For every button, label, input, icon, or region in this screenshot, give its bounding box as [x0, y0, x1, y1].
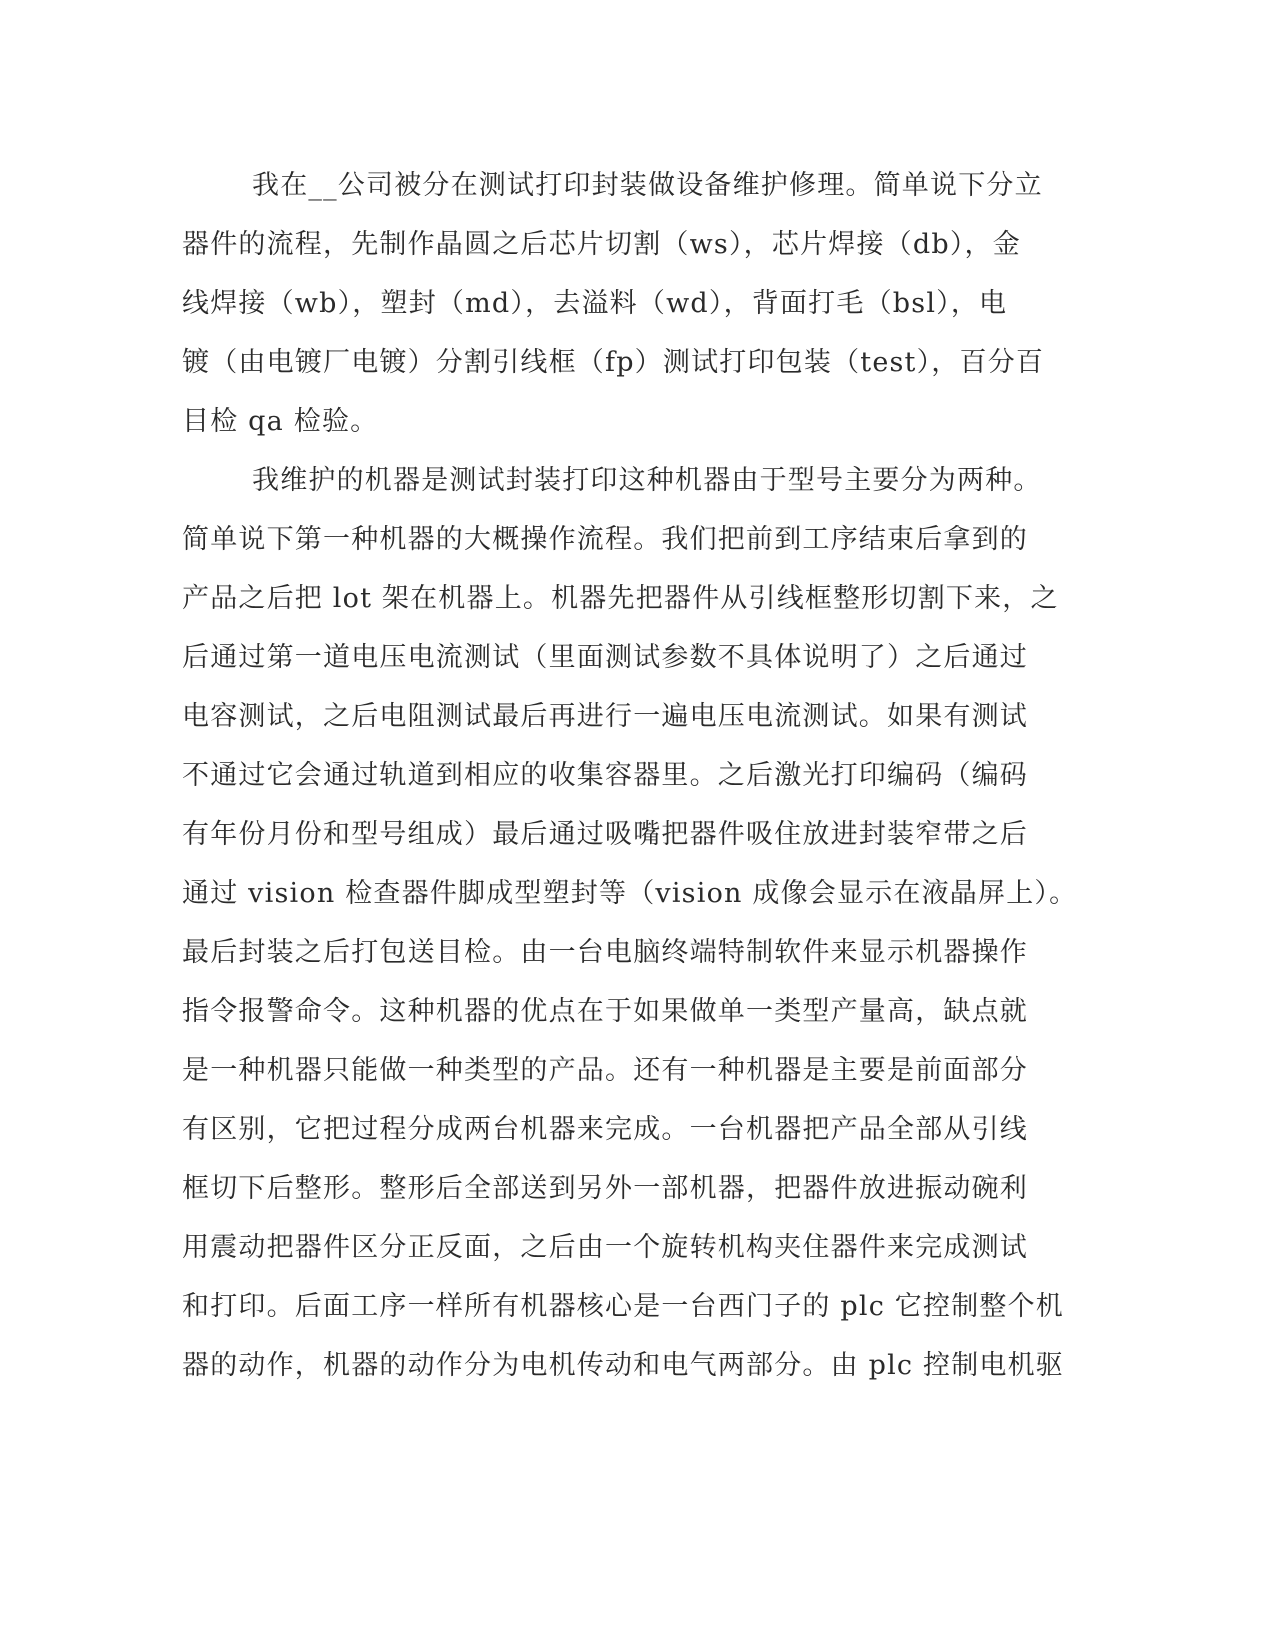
text-line: 我在__公司被分在测试打印封装做设备维护修理。简单说下分立: [252, 170, 1043, 201]
paragraph-1: [182, 156, 1045, 451]
text-line: 有年份月份和型号组成）最后通过吸嘴把器件吸住放进封装窄带之后: [182, 819, 1028, 850]
text-line: 是一种机器只能做一种类型的产品。还有一种机器是主要是前面部分: [182, 1055, 1028, 1086]
text-line: 有区别，它把过程分成两台机器来完成。一台机器把产品全部从引线: [182, 1114, 1028, 1145]
text-line: 通过 vision 检查器件脚成型塑封等（vision 成像会显示在液晶屏上）。: [182, 878, 1078, 909]
text-line: 镀（由电镀厂电镀）分割引线框（fp）测试打印包装（test），百分百: [182, 347, 1045, 378]
text-line: 和打印。后面工序一样所有机器核心是一台西门子的 plc 它控制整个机: [182, 1291, 1065, 1322]
text-line: 器的动作，机器的动作分为电机传动和电气两部分。由 plc 控制电机驱: [182, 1350, 1065, 1381]
text-line: 我维护的机器是测试封装打印这种机器由于型号主要分为两种。: [252, 465, 1042, 496]
text-line: 目检 qa 检验。: [182, 406, 379, 437]
text-line: 后通过第一道电压电流测试（里面测试参数不具体说明了）之后通过: [182, 642, 1028, 673]
document-body: [182, 156, 1078, 1395]
text-line: 简单说下第一种机器的大概操作流程。我们把前到工序结束后拿到的: [182, 524, 1028, 555]
paragraph-2: [182, 451, 1078, 1395]
text-line: 线焊接（wb），塑封（md），去溢料（wd），背面打毛（bsl），电: [182, 288, 1008, 319]
text-line: 最后封装之后打包送目检。由一台电脑终端特制软件来显示机器操作: [182, 937, 1028, 968]
text-line: 器件的流程，先制作晶圆之后芯片切割（ws），芯片焊接（db），金: [182, 229, 1021, 260]
text-line: 用震动把器件区分正反面，之后由一个旋转机构夹住器件来完成测试: [182, 1232, 1028, 1263]
text-line: 电容测试，之后电阻测试最后再进行一遍电压电流测试。如果有测试: [182, 701, 1028, 732]
text-line: 指令报警命令。这种机器的优点在于如果做单一类型产量高，缺点就: [182, 996, 1028, 1027]
text-line: 不通过它会通过轨道到相应的收集容器里。之后激光打印编码（编码: [182, 760, 1028, 791]
text-line: 产品之后把 lot 架在机器上。机器先把器件从引线框整形切割下来，之: [182, 583, 1059, 614]
text-line: 框切下后整形。整形后全部送到另外一部机器，把器件放进振动碗利: [182, 1173, 1028, 1204]
